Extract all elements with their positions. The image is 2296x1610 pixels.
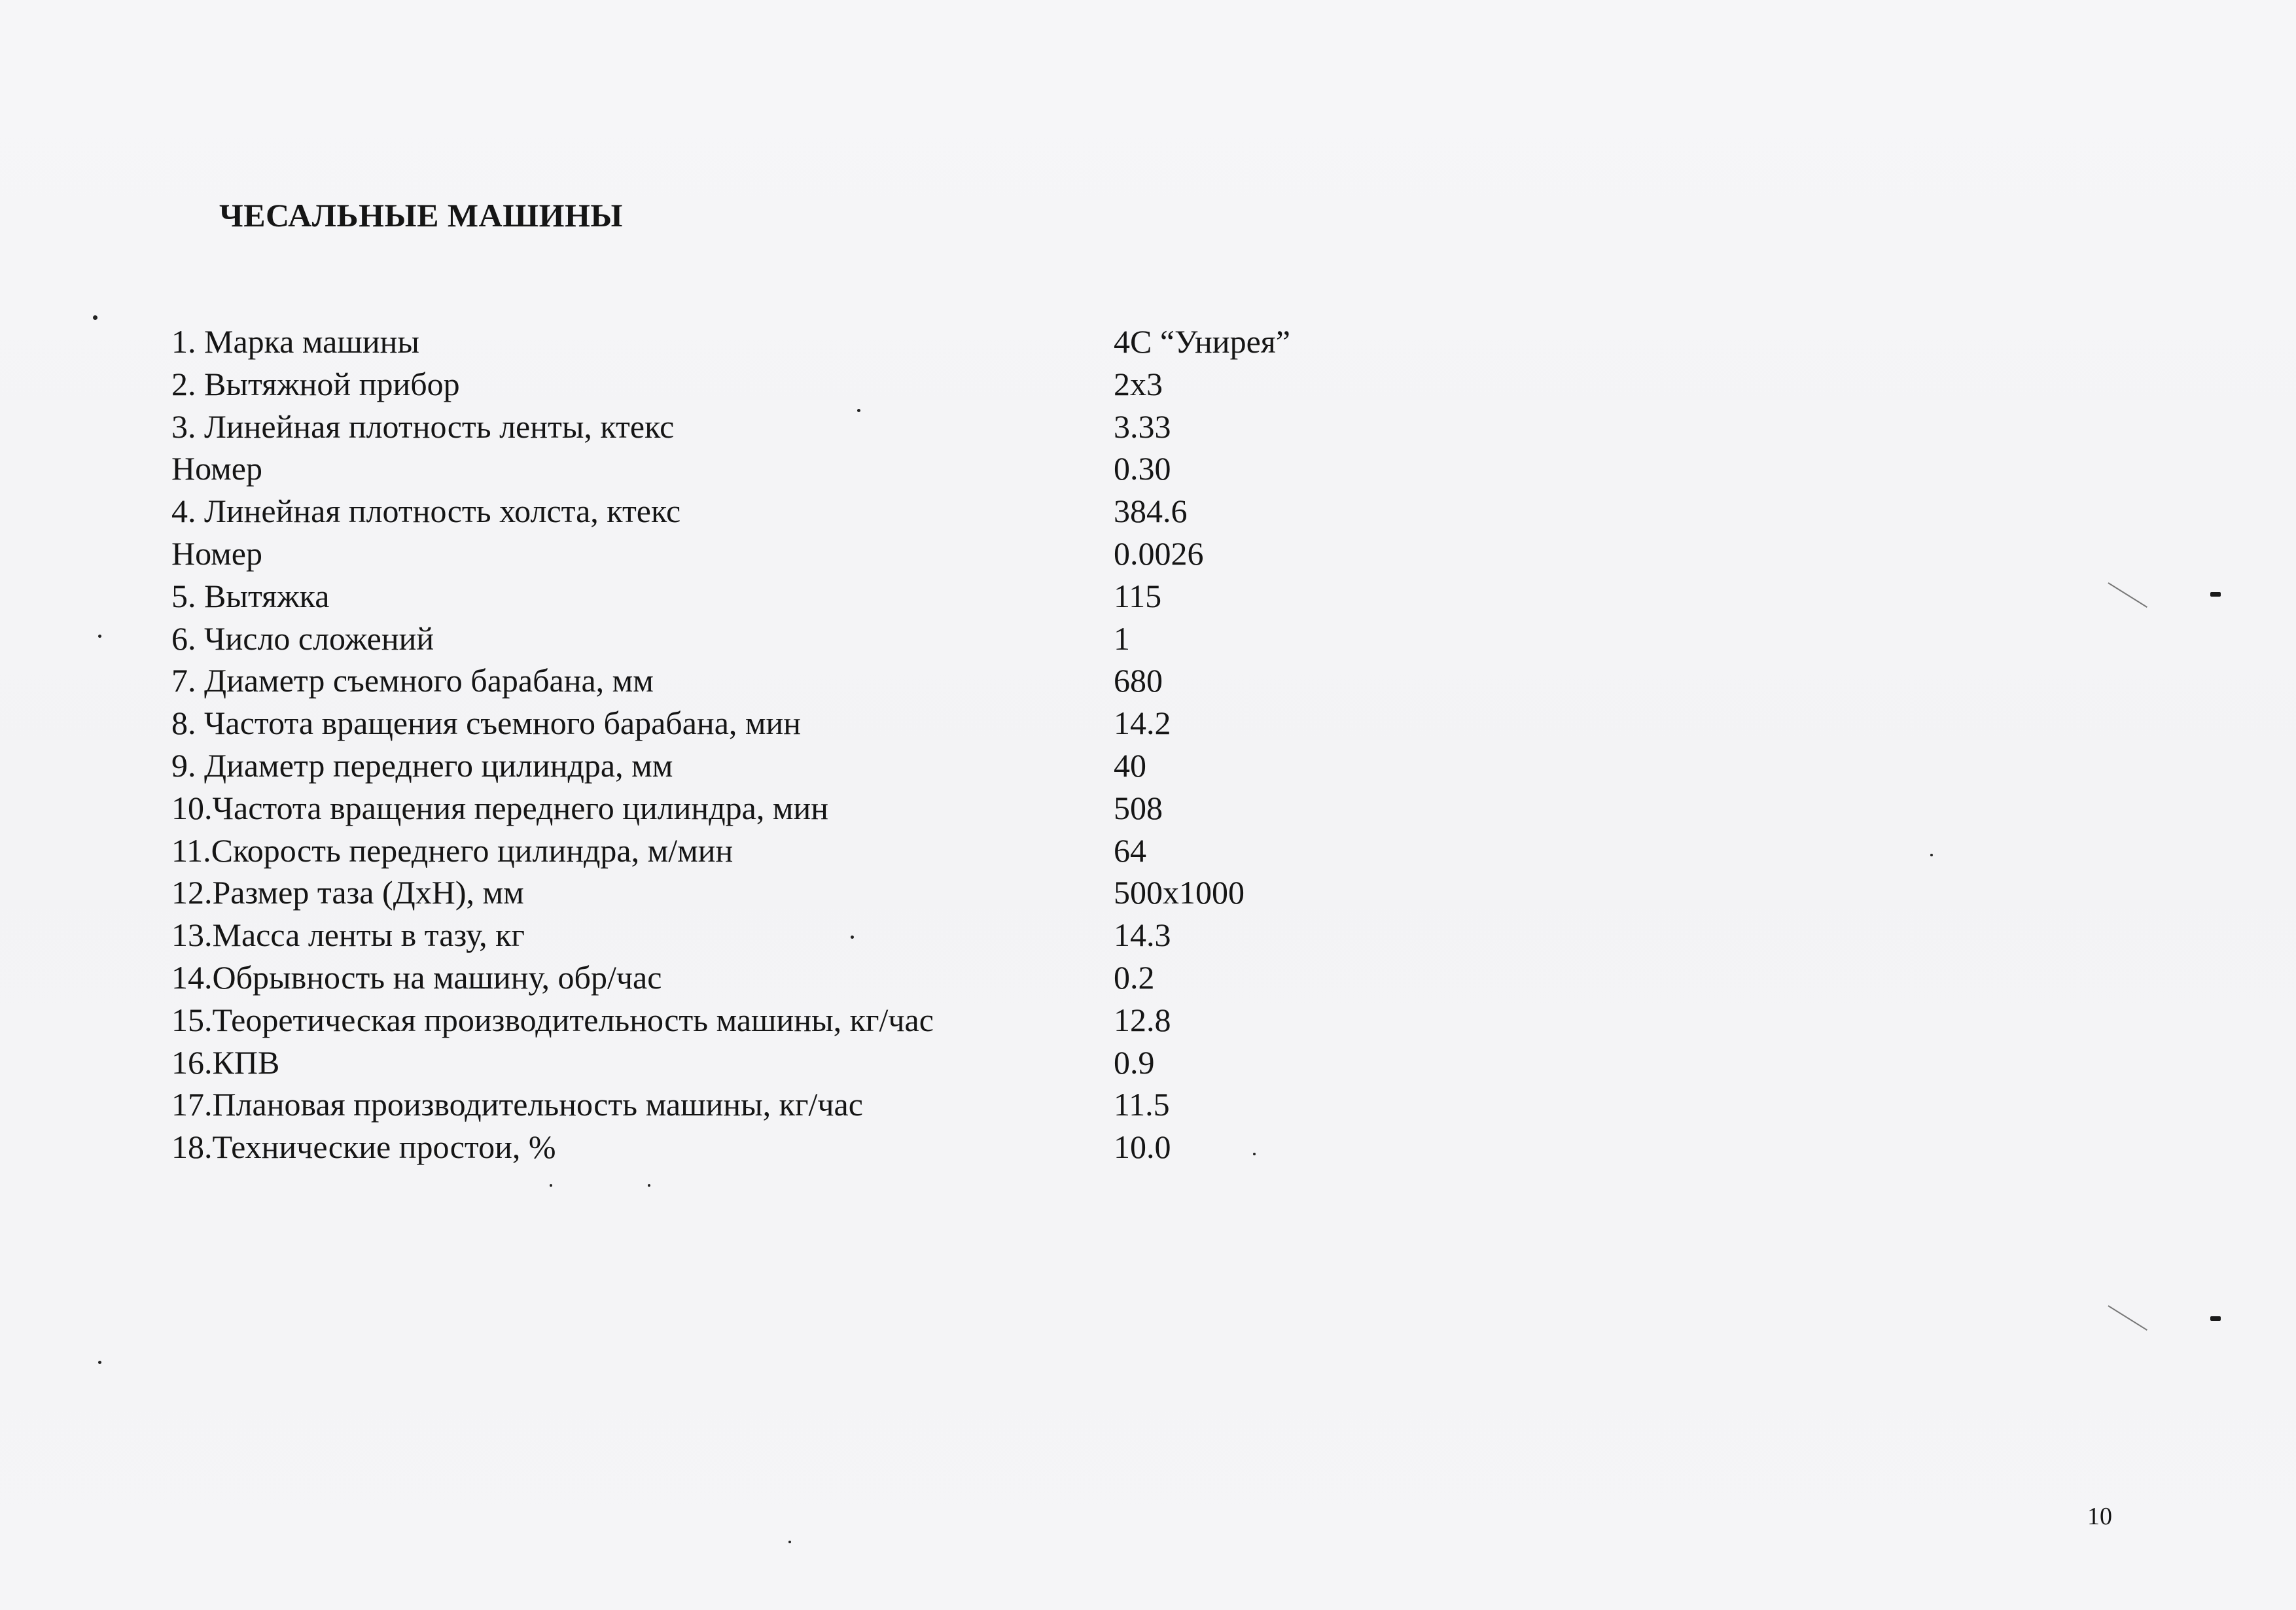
scan-mark: [2210, 592, 2221, 597]
spec-row: [171, 956, 1349, 999]
spec-row: [171, 702, 1349, 744]
spec-label: 5. Вытяжка: [171, 577, 330, 614]
spec-label: 7. Диаметр съемного барабана, мм: [171, 662, 654, 699]
spec-value: 384.6: [1114, 493, 1188, 530]
spec-value: 115: [1114, 577, 1162, 614]
spec-label: Номер: [171, 450, 262, 487]
spec-value: 4С “Унирея”: [1114, 323, 1290, 360]
spec-value: 508: [1114, 789, 1163, 826]
spec-row: [171, 830, 1349, 872]
spec-label: 12.Размер таза (ДхН), мм: [171, 874, 524, 911]
scan-speck: [1253, 1153, 1256, 1155]
spec-value: 3.33: [1114, 408, 1171, 445]
spec-value: 64: [1114, 831, 1146, 869]
spec-row: [171, 999, 1349, 1041]
spec-label: 9. Диаметр переднего цилиндра, мм: [171, 746, 673, 784]
spec-label: 17.Плановая производительность машины, кг/час: [171, 1086, 863, 1123]
spec-list: [171, 321, 1349, 1168]
scan-speck: [93, 315, 97, 320]
spec-label: 4. Линейная плотность холста, ктекс: [171, 493, 681, 530]
spec-label: 18.Технические простои, %: [171, 1129, 556, 1166]
spec-value: 10.0: [1114, 1129, 1171, 1166]
spec-value: 0.9: [1114, 1043, 1155, 1081]
spec-value: 40: [1114, 746, 1146, 784]
page-title: ЧЕСАЛЬНЫЕ МАШИНЫ: [219, 197, 624, 234]
spec-row: [171, 744, 1349, 787]
spec-value: 680: [1114, 662, 1163, 699]
page-number: 10: [2087, 1503, 2112, 1530]
scan-mark: [2108, 582, 2147, 608]
spec-value: 0.2: [1114, 958, 1155, 996]
spec-value: 11.5: [1114, 1086, 1170, 1123]
spec-row: [171, 1041, 1349, 1084]
spec-row: [171, 1126, 1349, 1168]
scan-speck: [550, 1184, 552, 1187]
scan-speck: [98, 1361, 101, 1364]
spec-value: 14.2: [1114, 705, 1171, 742]
spec-value: 0.0026: [1114, 534, 1204, 572]
spec-label: 2. Вытяжной прибор: [171, 365, 460, 402]
spec-row: [171, 871, 1349, 914]
spec-row: [171, 618, 1349, 660]
spec-label: 11.Скорость переднего цилиндра, м/мин: [171, 831, 733, 869]
spec-value: 0.30: [1114, 450, 1171, 487]
spec-row: [171, 406, 1349, 448]
spec-row: [171, 914, 1349, 956]
spec-row: [171, 447, 1349, 490]
spec-label: 14.Обрывность на машину, обр/час: [171, 958, 662, 996]
spec-row: [171, 321, 1349, 363]
spec-row: [171, 787, 1349, 830]
spec-label: 1. Марка машины: [171, 323, 419, 360]
spec-value: 1: [1114, 620, 1130, 657]
spec-row: [171, 490, 1349, 533]
spec-label: 6. Число сложений: [171, 620, 434, 657]
spec-label: 15.Теоретическая производительность машины, кг/час: [171, 1001, 934, 1038]
scan-speck: [1930, 854, 1933, 856]
spec-row: [171, 575, 1349, 618]
spec-label: 10.Частота вращения переднего цилиндра, мин: [171, 789, 828, 826]
scan-speck: [98, 635, 101, 638]
spec-row: [171, 533, 1349, 575]
scan-mark: [2108, 1305, 2147, 1331]
spec-value: 14.3: [1114, 917, 1171, 954]
spec-value: 500х1000: [1114, 874, 1245, 911]
scan-speck: [788, 1541, 791, 1543]
spec-label: Номер: [171, 534, 262, 572]
spec-label: 16.КПВ: [171, 1043, 280, 1081]
spec-row: [171, 659, 1349, 702]
scan-speck: [857, 409, 860, 412]
spec-value: 2х3: [1114, 365, 1163, 402]
spec-label: 3. Линейная плотность ленты, ктекс: [171, 408, 675, 445]
spec-label: 8. Частота вращения съемного барабана, мин: [171, 705, 802, 742]
spec-row: [171, 1083, 1349, 1126]
spec-label: 13.Масса ленты в тазу, кг: [171, 917, 525, 954]
spec-value: 12.8: [1114, 1001, 1171, 1038]
spec-row: [171, 363, 1349, 406]
scan-speck: [851, 936, 854, 939]
scan-mark: [2210, 1316, 2221, 1321]
scan-speck: [648, 1184, 650, 1187]
